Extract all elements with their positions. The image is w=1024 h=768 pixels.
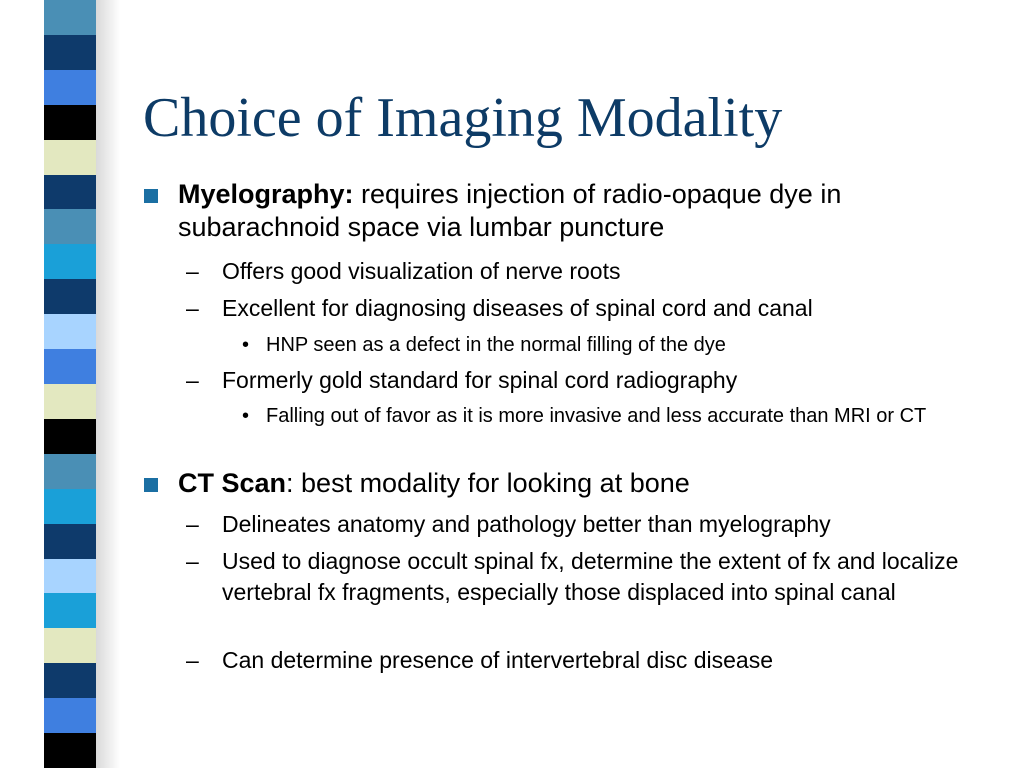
dash-marker: – — [186, 258, 199, 284]
stripe-segment — [44, 454, 96, 489]
sub-bullet-text: Excellent for diagnosing diseases of spinal cord and canal — [222, 295, 813, 321]
dot-marker: • — [242, 334, 250, 356]
sub-sub-bullet-falling-out — [242, 403, 991, 430]
sub-bullet-text: Used to diagnose occult spinal fx, determine the extent of fx and localize vertebral fx fragments, especially those displaced into spinal canal — [222, 548, 959, 605]
stripe-segment — [44, 384, 96, 419]
sub-bullet-gold-standard — [186, 365, 1002, 396]
stripe-shadow — [96, 0, 120, 768]
sub-bullet-text: Formerly gold standard for spinal cord radiography — [222, 367, 738, 393]
sub-bullet-text: Can determine presence of intervertebral disc disease — [222, 647, 774, 673]
stripe-segment — [44, 175, 96, 210]
stripe-segment — [44, 733, 96, 768]
sub-bullet-text: Offers good visualization of nerve roots — [222, 258, 621, 284]
stripe-segment — [44, 0, 96, 35]
slide-title: Choice of Imaging Modality — [143, 87, 783, 149]
stripe-segment — [44, 70, 96, 105]
bullet-text: : best modality for looking at bone — [286, 468, 690, 498]
stripe-segment — [44, 244, 96, 279]
stripe-segment — [44, 559, 96, 594]
dash-marker: – — [186, 548, 199, 574]
stripe-segment — [44, 349, 96, 384]
dash-marker: – — [186, 647, 199, 673]
stripe-segment — [44, 105, 96, 140]
dash-marker: – — [186, 295, 199, 321]
stripe-segment — [44, 419, 96, 454]
stripe-segment — [44, 628, 96, 663]
stripe-segment — [44, 593, 96, 628]
stripe-segment — [44, 314, 96, 349]
stripe-segment — [44, 35, 96, 70]
decorative-stripe — [44, 0, 96, 768]
square-bullet-icon — [144, 478, 158, 492]
bullet-text: requires injection of radio-opaque dye in subarachnoid space via lumbar puncture — [178, 179, 842, 242]
stripe-segment — [44, 279, 96, 314]
stripe-segment — [44, 140, 96, 175]
sub-bullet-disc-disease — [186, 645, 1002, 676]
stripe-segment — [44, 209, 96, 244]
dot-marker: • — [242, 405, 250, 427]
stripe-segment — [44, 524, 96, 559]
bullet-term: Myelography: — [178, 179, 354, 209]
dash-marker: – — [186, 367, 199, 393]
stripe-segment — [44, 489, 96, 524]
sub-bullet-delineates — [186, 509, 1002, 540]
sub-bullet-text: Delineates anatomy and pathology better than myelography — [222, 511, 831, 537]
sub-bullet-nerve-roots — [186, 256, 1002, 287]
bullet-ct-scan — [178, 467, 998, 500]
sub-bullet-occult-fx — [186, 546, 982, 608]
stripe-segment — [44, 698, 96, 733]
sub-sub-bullet-text: HNP seen as a defect in the normal filling of the dye — [266, 334, 726, 356]
bullet-myelography — [178, 178, 998, 244]
dash-marker: – — [186, 511, 199, 537]
square-bullet-icon — [144, 189, 158, 203]
sub-bullet-diagnosing — [186, 293, 1002, 324]
sub-sub-bullet-hnp — [242, 332, 996, 359]
stripe-segment — [44, 663, 96, 698]
sub-sub-bullet-text: Falling out of favor as it is more invasive and less accurate than MRI or CT — [266, 405, 927, 427]
bullet-term: CT Scan — [178, 468, 287, 498]
